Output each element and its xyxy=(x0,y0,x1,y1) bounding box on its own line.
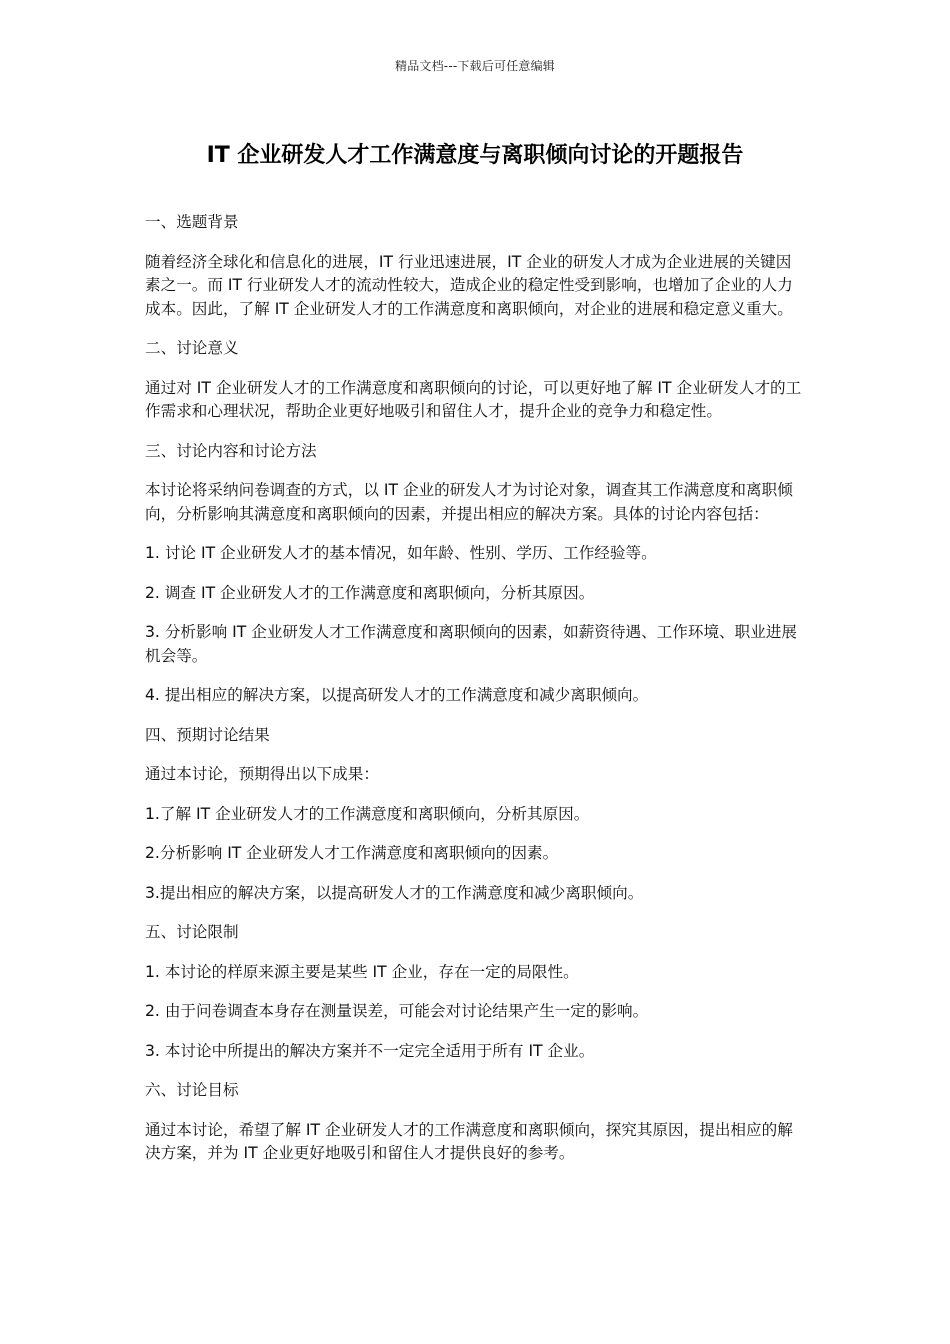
list-item: 4. 提出相应的解决方案，以提高研发人才的工作满意度和减少离职倾向。 xyxy=(145,686,649,704)
paragraph: 本讨论将采纳问卷调查的方式，以 IT 企业的研发人才为讨论对象，调查其工作满意度和离职倾向，分析影响其满意度和离职倾向的因素，并提出相应的解决方案。具体的讨论内容包括： xyxy=(145,481,793,523)
list-item: 1. 讨论 IT 企业研发人才的基本情况，如年龄、性别、学历、工作经验等。 xyxy=(145,544,657,562)
section-heading: 四、预期讨论结果 xyxy=(145,725,270,744)
section-heading: 二、讨论意义 xyxy=(145,339,239,357)
document-title: IT 企业研发人才工作满意度与离职倾向讨论的开题报告 xyxy=(206,143,744,168)
list-item: 2. 调查 IT 企业研发人才的工作满意度和离职倾向，分析其原因。 xyxy=(145,583,595,602)
paragraph: 通过本讨论，希望了解 IT 企业研发人才的工作满意度和离职倾向，探究其原因，提出相应的解决方案，并为 IT 企业更好地吸引和留住人才提供良好的参考。 xyxy=(145,1120,793,1162)
document-body xyxy=(145,211,805,1182)
section-heading: 六、讨论目标 xyxy=(145,1081,239,1099)
header-note: 精品文档---下载后可任意编辑 xyxy=(395,59,555,73)
list-item: 2.分析影响 IT 企业研发人才工作满意度和离职倾向的因素。 xyxy=(145,844,559,862)
list-item: 1.了解 IT 企业研发人才的工作满意度和离职倾向，分析其原因。 xyxy=(145,804,590,823)
section-heading: 一、选题背景 xyxy=(145,213,239,231)
list-item: 3. 分析影响 IT 企业研发人才工作满意度和离职倾向的因素，如薪资待遇、工作环境、职业进展机会等。 xyxy=(145,623,798,665)
paragraph: 通过对 IT 企业研发人才的工作满意度和离职倾向的讨论，可以更好地了解 IT 企业研发人才的工作需求和心理状况，帮助企业更好地吸引和留住人才，提升企业的竞争力和稳定性。 xyxy=(145,378,802,420)
list-item: 3.提出相应的解决方案，以提高研发人才的工作满意度和减少离职倾向。 xyxy=(145,883,644,902)
paragraph: 通过本讨论，预期得出以下成果： xyxy=(145,765,379,783)
section-heading: 五、讨论限制 xyxy=(145,923,239,941)
list-item: 2. 由于问卷调查本身存在测量误差，可能会对讨论结果产生一定的影响。 xyxy=(145,1002,649,1020)
list-item: 1. 本讨论的样原来源主要是某些 IT 企业，存在一定的局限性。 xyxy=(145,962,579,981)
section-heading: 三、讨论内容和讨论方法 xyxy=(145,441,317,460)
paragraph: 随着经济全球化和信息化的进展，IT 行业迅速进展，IT 企业的研发人才成为企业进展的关键因素之一。而 IT 行业研发人才的流动性较大，造成企业的稳定性受到影响，也增加了企业的人力成本。因此，了解 IT 企业研发人才的工作满意度和离职倾向，对企业的进展和稳定意义重大。 xyxy=(145,252,793,318)
list-item: 3. 本讨论中所提出的解决方案并不一定完全适用于所有 IT 企业。 xyxy=(145,1041,595,1060)
